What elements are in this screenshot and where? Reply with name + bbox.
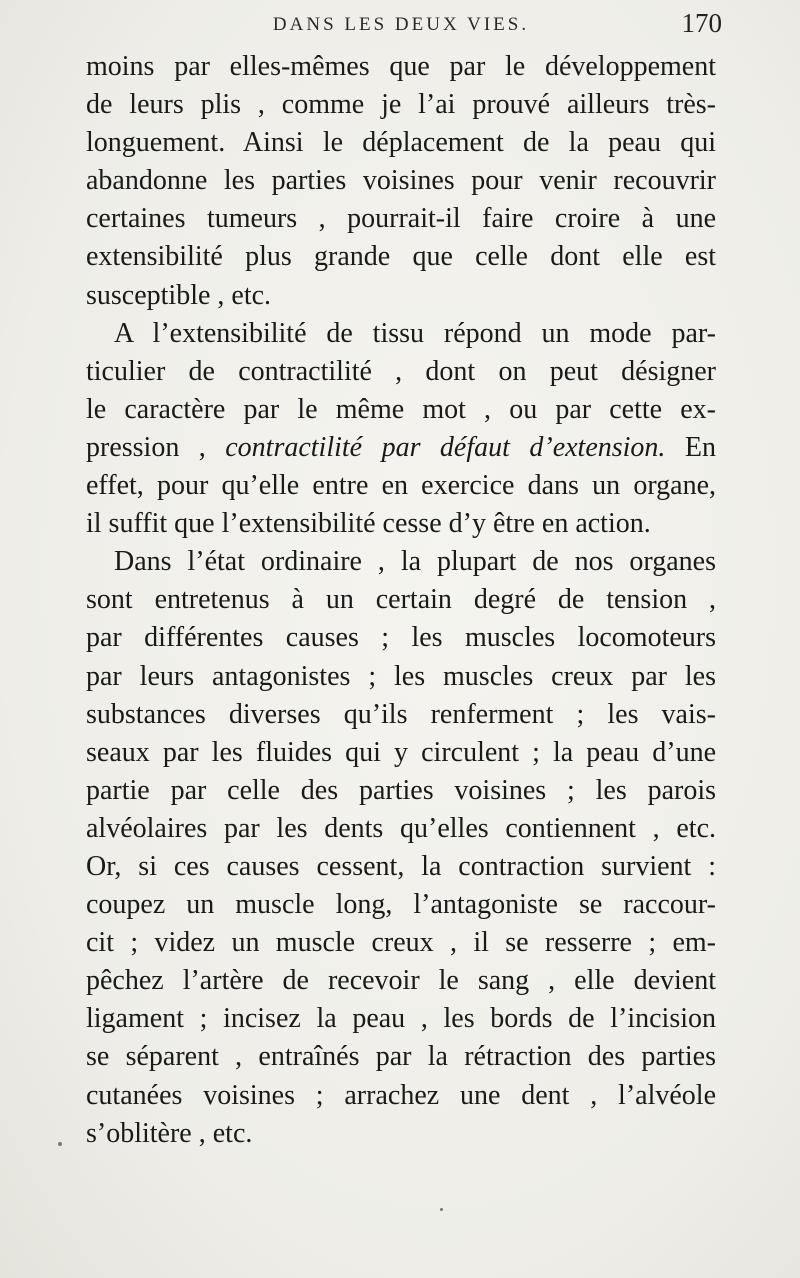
body-text — [86, 48, 716, 1153]
text-line: moins par elles-mêmes que par le développement — [86, 51, 716, 82]
page-number: 170 — [681, 8, 722, 38]
text-line: certaines tumeurs , pourrait-il faire croire à une — [86, 203, 716, 235]
text-line: pêchez l’artère de recevoir le sang , elle devient — [86, 965, 716, 997]
page-header — [86, 6, 722, 40]
text-line: ticulier de contractilité , dont on peut désigner — [86, 355, 716, 387]
italic-phrase: contractilité par défaut d’extension. — [225, 431, 666, 463]
text-line: partie par celle des parties voisines ; les parois — [86, 774, 716, 806]
text-line: longuement. Ainsi le déplacement de la peau qui — [86, 127, 716, 159]
text-line: extensibilité plus grande que celle dont elle est — [86, 241, 716, 273]
text-line: substances diverses qu’ils renferment ; les vais- — [86, 698, 716, 730]
text-line: se séparent , entraînés par la rétraction des parties — [86, 1041, 716, 1073]
text-line: de leurs plis , comme je l’ai prouvé ailleurs très- — [86, 89, 716, 121]
text-line: s’oblitère , etc. — [86, 1117, 253, 1149]
text-line: Or, si ces causes cessent, la contraction survient : — [86, 850, 716, 882]
text-line: seaux par les fluides qui y circulent ; la peau d’une — [86, 736, 716, 768]
paragraph-1 — [86, 48, 716, 315]
text-line: cit ; videz un muscle creux , il se resserre ; em- — [86, 927, 716, 959]
text-line: effet, pour qu’elle entre en exercice dans un organe, — [86, 470, 716, 502]
text-line: abandonne les parties voisines pour venir recouvrir — [86, 165, 716, 197]
text-line: coupez un muscle long, l’antagoniste se raccour- — [86, 889, 716, 921]
text-line: par leurs antagonistes ; les muscles creux par les — [86, 660, 716, 692]
text-line-with-italic — [86, 429, 716, 467]
text-line: sont entretenus à un certain degré de tension , — [86, 584, 716, 616]
text-line: ligament ; incisez la peau , les bords de l’incision — [86, 1003, 716, 1035]
ink-speck — [58, 1142, 62, 1146]
text-line: le caractère par le même mot , ou par cette ex- — [86, 393, 716, 425]
text-segment: pression , — [86, 431, 226, 463]
text-line: susceptible , etc. — [86, 279, 272, 311]
text-line: par différentes causes ; les muscles locomoteurs — [86, 622, 716, 654]
ink-speck — [440, 1208, 443, 1211]
text-line: A l’extensibilité de tissu répond un mode par- — [114, 317, 716, 349]
paragraph-2 — [86, 315, 716, 544]
text-line: il suffit que l’extensibilité cesse d’y être en action. — [86, 508, 651, 540]
paragraph-3 — [86, 543, 716, 1153]
running-title: DANS LES DEUX VIES. — [272, 14, 530, 35]
text-line: Dans l’état ordinaire , la plupart de nos organes — [114, 546, 716, 578]
text-line: alvéolaires par les dents qu’elles contiennent , etc. — [86, 812, 716, 844]
text-segment: En — [665, 431, 716, 463]
text-line: cutanées voisines ; arrachez une dent , l’alvéole — [86, 1079, 716, 1111]
